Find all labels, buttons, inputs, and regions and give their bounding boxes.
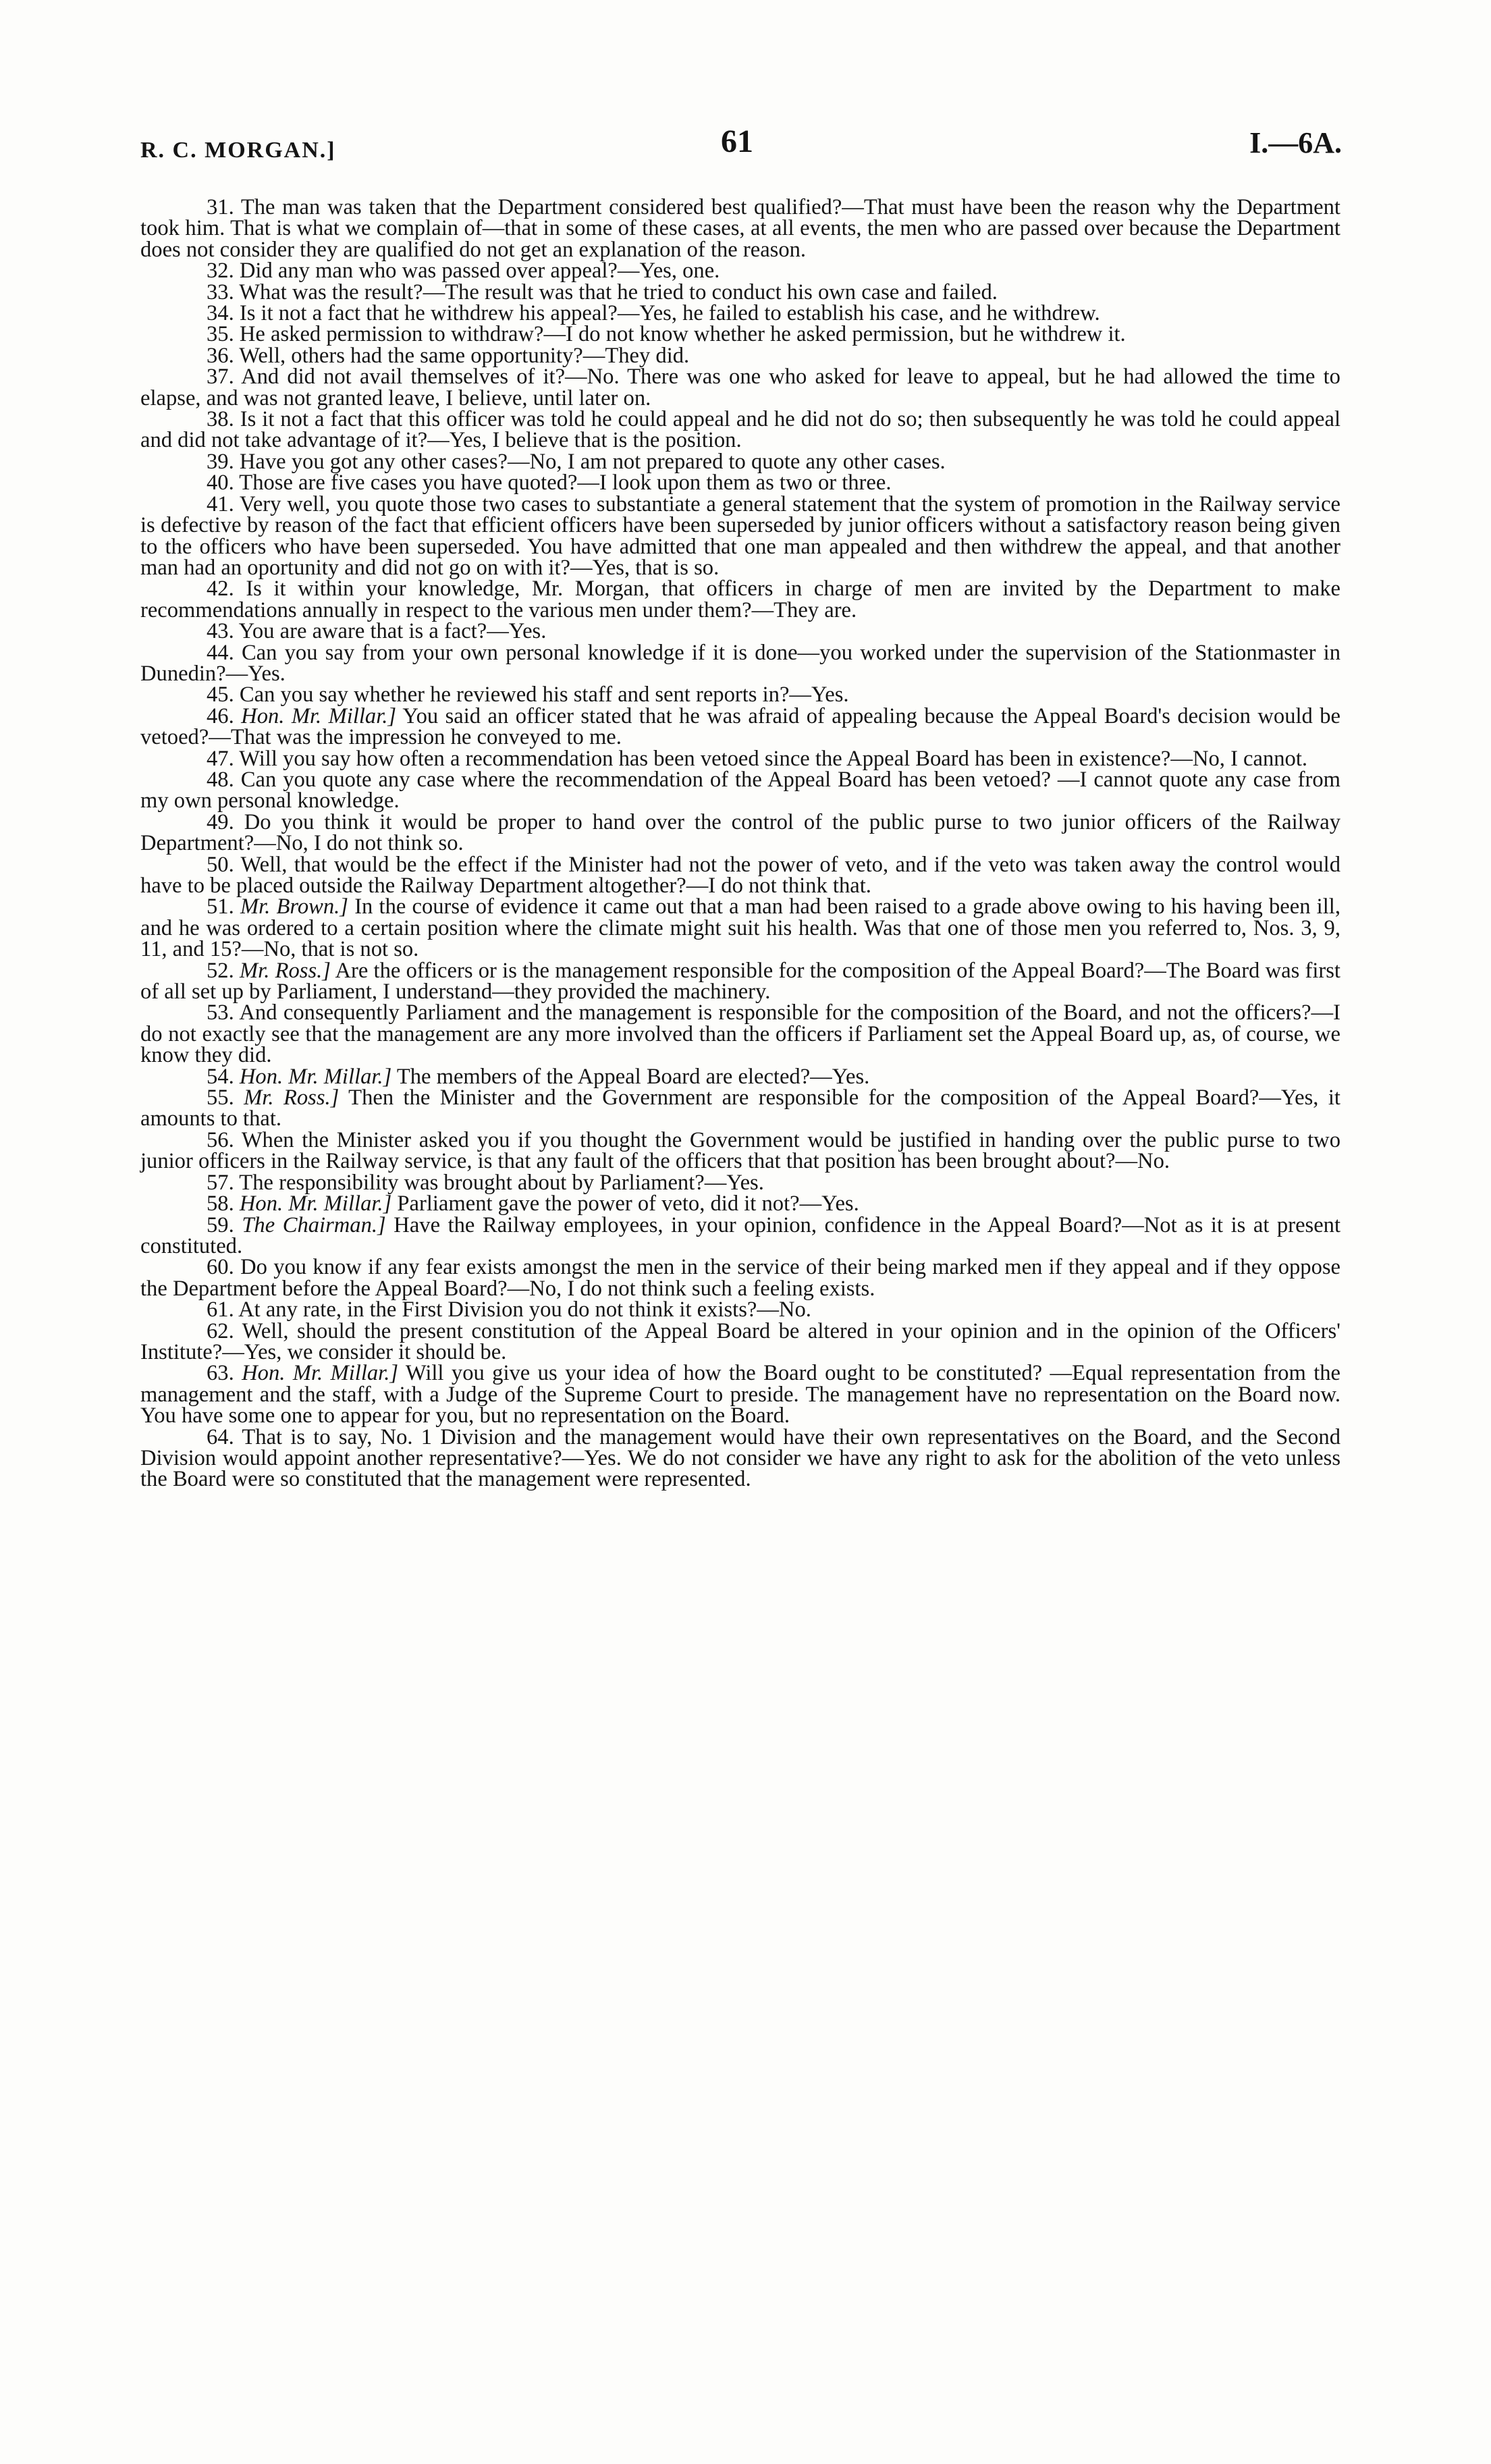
question-paragraph bbox=[140, 703, 1341, 750]
question-paragraph bbox=[140, 409, 1340, 452]
page-number: 61 bbox=[721, 124, 753, 159]
question-number: 50. bbox=[207, 852, 234, 877]
question-paragraph bbox=[140, 1170, 1340, 1195]
question-number: 37. bbox=[207, 365, 234, 390]
question-answer-text: Very well, you quote those two cases to substantiate a general statement that the system of promotion in the Railway service is defective by reason of the fact that efficient officers have been superseded by junior officers without a satisfactory reason being given to the officers who have been superseded. You have admitted that one man appealed and then withdrew the appeal, and that another man had an oportunity and did not go on with it?—Yes, that is so. bbox=[140, 491, 1340, 580]
question-number: 55. bbox=[207, 1086, 234, 1110]
question-answer-text: Well, should the present constitution of the Appeal Board be altered in your opinion and in the opinion of the Officers' Institute?—Yes, we consider it should be. bbox=[140, 1318, 1340, 1364]
question-paragraph bbox=[140, 449, 1340, 474]
question-number: 63. bbox=[207, 1361, 234, 1386]
question-answer-text: Have the Railway employees, in your opinion, confidence in the Appeal Board?—Not as it is at present constituted. bbox=[140, 1212, 1341, 1258]
question-number: 56. bbox=[207, 1127, 234, 1152]
question-answer-text: Do you think it would be proper to hand over the control of the public purse to two junior officers of the Railway Department?—No, I do not think so. bbox=[140, 809, 1340, 856]
question-paragraph bbox=[140, 1297, 1340, 1322]
question-paragraph bbox=[140, 1191, 1340, 1216]
question-paragraph bbox=[140, 471, 1340, 496]
speaker-name: The Chairman.] bbox=[242, 1212, 386, 1237]
question-number: 40. bbox=[207, 471, 234, 496]
question-number: 61. bbox=[207, 1297, 234, 1322]
question-paragraph bbox=[140, 809, 1340, 856]
question-answer-text: Is it not a fact that he withdrew his appeal?—Yes, he failed to establish his case, and he withdrew. bbox=[239, 301, 1100, 326]
question-paragraph bbox=[140, 621, 1340, 642]
question-number: 43. bbox=[207, 619, 234, 644]
question-number: 53. bbox=[207, 1000, 234, 1025]
question-number: 32. bbox=[207, 259, 234, 284]
question-number: 39. bbox=[207, 449, 234, 474]
question-number: 57. bbox=[207, 1170, 234, 1195]
question-answer-text: Will you say how often a recommendation has been vetoed since the Appeal Board has been in existence?—No, I cannot. bbox=[239, 746, 1308, 771]
question-answer-text: Have you got any other cases?—No, I am not prepared to quote any other cases. bbox=[239, 449, 946, 474]
question-number: 47. bbox=[207, 746, 234, 771]
question-paragraph bbox=[140, 852, 1340, 898]
question-paragraph bbox=[140, 1257, 1340, 1300]
question-number: 62. bbox=[207, 1318, 234, 1343]
question-paragraph bbox=[140, 343, 1340, 368]
speaker-name: Mr. Ross.] bbox=[240, 958, 331, 983]
question-answer-text: At any rate, in the First Division you do not think it exists?—No. bbox=[238, 1297, 811, 1322]
question-paragraph bbox=[140, 767, 1340, 813]
speaker-name: Hon. Mr. Millar.] bbox=[241, 703, 397, 728]
speaker-name: Mr. Brown.] bbox=[240, 894, 348, 919]
question-number: 34. bbox=[207, 301, 234, 326]
question-paragraph bbox=[140, 746, 1340, 771]
question-answer-text: Can you say from your own personal knowledge if it is done—you worked under the supervision of the Stationmaster in Dunedin?—Yes. bbox=[140, 640, 1340, 686]
question-answer-text: You are aware that is a fact?—Yes. bbox=[238, 619, 547, 644]
question-paragraph bbox=[140, 1318, 1340, 1364]
question-number: 44. bbox=[207, 640, 234, 665]
question-paragraph bbox=[140, 1363, 1340, 1426]
question-paragraph bbox=[140, 1088, 1340, 1130]
question-number: 36. bbox=[207, 343, 234, 368]
question-paragraph bbox=[140, 579, 1340, 621]
question-answer-text: Is it within your knowledge, Mr. Morgan, that officers in charge of men are invited by the Department to make recommendations annually in respect to the various men under them?—They are. bbox=[140, 577, 1340, 622]
question-answer-text: Can you quote any case where the recommendation of the Appeal Board has been vetoed? —I cannot quote any case from my own personal knowledge. bbox=[140, 767, 1340, 813]
question-number: 58. bbox=[207, 1191, 234, 1216]
question-paragraph bbox=[140, 958, 1340, 1005]
question-paragraph bbox=[140, 1127, 1340, 1174]
question-paragraph bbox=[140, 279, 1340, 304]
speaker-name: Mr. Ross.] bbox=[244, 1086, 340, 1110]
question-number: 33. bbox=[207, 279, 234, 304]
question-answer-text: Then the Minister and the Government are responsible for the composition of the Appeal Board?—Yes, it amounts to that. bbox=[140, 1086, 1340, 1131]
question-paragraph bbox=[140, 303, 1340, 324]
question-answer-text: Well, that would be the effect if the Minister had not the power of veto, and if the veto was taken away the control would have to be placed outside the Railway Department altogether?—I do not think that. bbox=[140, 852, 1340, 898]
question-answer-text: The members of the Appeal Board are elected?—Yes. bbox=[396, 1064, 870, 1089]
question-paragraph bbox=[140, 682, 1340, 707]
question-paragraph bbox=[140, 1002, 1340, 1066]
document-reference: I.—6A. bbox=[1249, 126, 1342, 159]
question-answer-text: And consequently Parliament and the management is responsible for the composition of the Board, and not the officers?—I do not exactly see that the management are any more involved than the officers if Parliament set the Appeal Board up, as, of course, we know they did. bbox=[140, 1000, 1340, 1068]
question-answer-text: In the course of evidence it came out that a man had been raised to a grade above owing to his having been ill, and he was ordered to a certain position where the climate might suit his health. Was that one of those men you referred to, Nos. 3, 9, 11, and 15?—No, that is not so. bbox=[140, 894, 1340, 962]
question-answer-text: What was the result?—The result was that he tried to conduct his own case and failed. bbox=[239, 279, 998, 304]
question-answer-text: Parliament gave the power of veto, did it not?—Yes. bbox=[397, 1191, 859, 1216]
speaker-name: Hon. Mr. Millar.] bbox=[239, 1191, 392, 1216]
question-number: 35. bbox=[207, 322, 234, 347]
question-answer-text: Well, others had the same opportunity?—They did. bbox=[239, 343, 690, 368]
question-answer-text: Those are five cases you have quoted?—I look upon them as two or three. bbox=[239, 471, 892, 496]
question-number: 48. bbox=[207, 767, 234, 792]
question-paragraph bbox=[140, 896, 1340, 960]
question-number: 49. bbox=[207, 809, 234, 834]
question-number: 31. bbox=[207, 195, 234, 219]
question-paragraph bbox=[140, 491, 1340, 580]
question-number: 41. bbox=[207, 491, 234, 516]
question-paragraph bbox=[140, 1212, 1341, 1258]
question-paragraph bbox=[140, 324, 1340, 345]
question-answer-text: When the Minister asked you if you thought the Government would be justified in handing over the public purse to two junior officers in the Railway service, is that any fault of the officers that that position has been brought about?—No. bbox=[140, 1127, 1340, 1174]
evidence-transcript bbox=[140, 197, 1340, 1491]
question-answer-text: He asked permission to withdraw?—I do not know whether he asked permission, but he withdrew it. bbox=[239, 322, 1126, 347]
speaker-name: Hon. Mr. Millar.] bbox=[242, 1361, 399, 1386]
question-number: 42. bbox=[207, 577, 234, 601]
question-number: 64. bbox=[207, 1424, 234, 1449]
question-answer-text: The man was taken that the Department considered best qualified?—That must have been the reason why the Department took him. That is what we complain of—that in some of these cases, at all events, the men who are passed over because the Department does not consider they are qualified do not get an explanation of the reason. bbox=[140, 195, 1340, 262]
question-answer-text: Are the officers or is the management responsible for the composition of the Appeal Board?—The Board was first of all set up by Parliament, I understand—they provided the machinery. bbox=[140, 958, 1340, 1005]
question-answer-text: Can you say whether he reviewed his staff and sent reports in?—Yes. bbox=[239, 682, 849, 707]
header-witness-name: R. C. MORGAN.] bbox=[140, 138, 336, 163]
question-paragraph bbox=[140, 1424, 1341, 1492]
question-number: 52. bbox=[207, 958, 234, 983]
question-answer-text: Is it not a fact that this officer was told he could appeal and he did not do so; then subsequently he was told he could appeal and did not take advantage of it?—Yes, I believe that is the position. bbox=[140, 407, 1340, 453]
question-answer-text: And did not avail themselves of it?—No. There was one who asked for leave to appeal, but he had allowed the time to elapse, and was not granted leave, I believe, until later on. bbox=[140, 365, 1340, 410]
question-number: 51. bbox=[207, 894, 234, 919]
question-number: 59. bbox=[207, 1212, 234, 1237]
question-number: 45. bbox=[207, 682, 234, 707]
speaker-name: Hon. Mr. Millar.] bbox=[239, 1064, 392, 1089]
page-header bbox=[140, 123, 1342, 163]
question-number: 38. bbox=[207, 407, 234, 432]
question-paragraph bbox=[140, 367, 1340, 409]
question-answer-text: Will you give us your idea of how the Board ought to be constituted? —Equal representation from the management and the staff, with a Judge of the Supreme Court to preside. The management have no representation on the Board now. You have some one to appear for you, but no representation on the Board. bbox=[140, 1361, 1341, 1428]
question-answer-text: The responsibility was brought about by Parliament?—Yes. bbox=[239, 1170, 764, 1195]
question-paragraph bbox=[140, 1064, 1340, 1089]
question-paragraph bbox=[140, 197, 1340, 261]
question-answer-text: Do you know if any fear exists amongst the men in the service of their being marked men if they appeal and if they oppose the Department before the Appeal Board?—No, I do not think such a feeling exists. bbox=[140, 1255, 1340, 1301]
question-number: 54. bbox=[207, 1064, 234, 1089]
question-number: 46. bbox=[207, 703, 234, 728]
question-paragraph bbox=[140, 640, 1340, 686]
question-answer-text: You said an officer stated that he was afraid of appealing because the Appeal Board's decision would be vetoed?—That was the impression he conveyed to me. bbox=[140, 703, 1341, 750]
question-number: 60. bbox=[207, 1255, 234, 1280]
question-answer-text: Did any man who was passed over appeal?—Yes, one. bbox=[239, 259, 720, 284]
question-paragraph bbox=[140, 261, 1340, 282]
question-answer-text: That is to say, No. 1 Division and the management would have their own representatives on the Board, and the Second Division would appoint another representative?—Yes. We do not consider we have any right to ask for the abolition of the veto unless the Board were so constituted that the management were represented. bbox=[140, 1424, 1341, 1492]
